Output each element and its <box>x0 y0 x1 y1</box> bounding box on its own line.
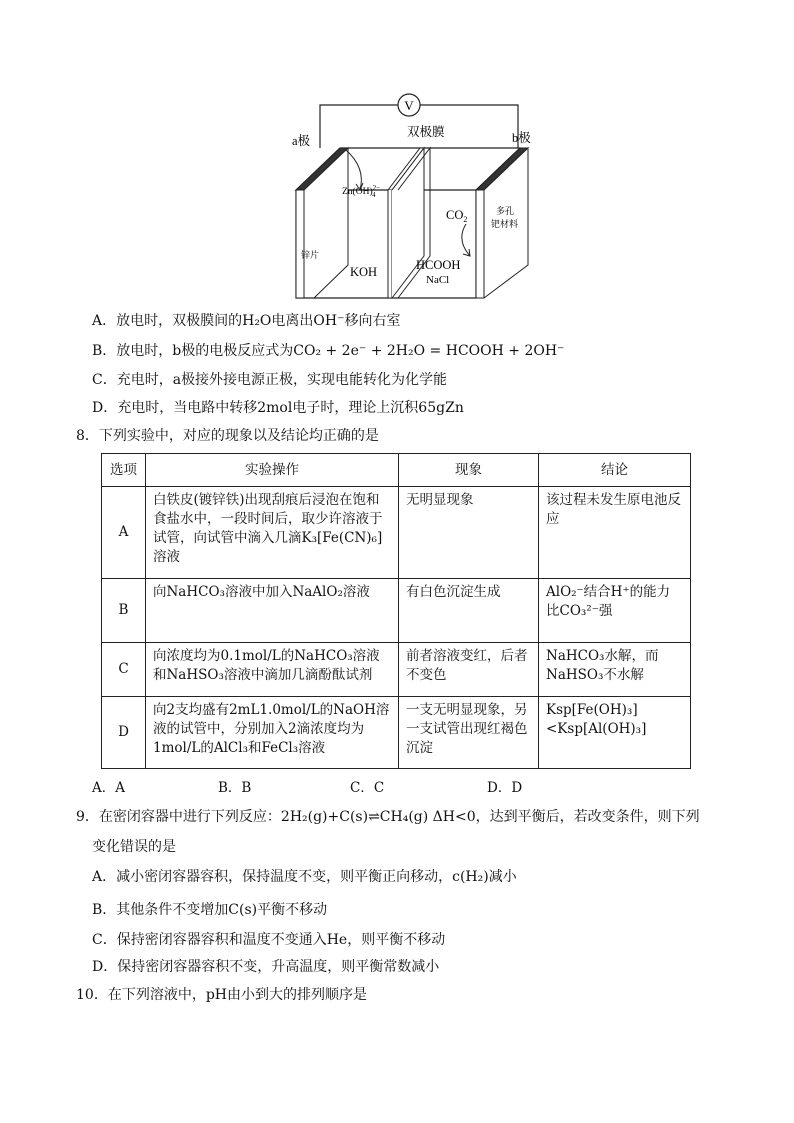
row-operation: 白铁皮(镀锌铁)出现刮痕后浸泡在饱和食盐水中，一段时间后，取少许溶液于试管，向试管中滴入几滴K₃[Fe(CN)₆]溶液 <box>146 487 399 579</box>
zn-species-label: Zn(OH)$^{2-}$ 4 <box>342 184 381 199</box>
q8-answer-a: A．A <box>92 780 125 796</box>
q8-answer-d: D．D <box>487 780 523 796</box>
col-header-option: 选项 <box>102 454 146 487</box>
q9-option-c: C．保持密闭容器容积和温度不变通入He，则平衡不移动 <box>92 932 446 948</box>
voltmeter-label: V <box>404 98 414 113</box>
q7-option-b: B．放电时，b极的电极反应式为CO₂ + 2e⁻ + 2H₂O = HCOOH + 2OH⁻ <box>92 343 565 359</box>
q8-answer-c: C．C <box>350 780 385 796</box>
row-option: A <box>102 487 146 579</box>
row-phenomenon: 前者溶液变红，后者不变色 <box>399 643 539 697</box>
col-header-operation: 实验操作 <box>146 454 399 487</box>
row-phenomenon: 无明显现象 <box>399 487 539 579</box>
row-conclusion: AlO₂⁻结合H⁺的能力比CO₃²⁻强 <box>539 579 691 643</box>
q7-option-d: D．充电时，当电路中转移2mol电子时，理论上沉积65gZn <box>92 400 464 416</box>
row-conclusion: NaHCO₃水解，而NaHSO₃不水解 <box>539 643 691 697</box>
row-conclusion: 该过程未发生原电池反应 <box>539 487 691 579</box>
q8-stem: 8．下列实验中，对应的现象以及结论均正确的是 <box>76 428 379 444</box>
zinc-electrode <box>296 148 348 298</box>
q8-answer-b: B．B <box>218 780 252 796</box>
q7-option-c: C．充电时，a极接外接电源正极，实现电能转化为化学能 <box>92 372 448 388</box>
electrode-b-label: b极 <box>512 131 531 145</box>
q9-option-d: D．保持密闭容器容积不变，升高温度，则平衡常数减小 <box>92 959 440 975</box>
co2-arrow-icon <box>462 224 470 256</box>
row-operation: 向2支均盛有2mL1.0mol/L的NaOH溶液的试管中，分别加入2滴浓度均为1mol/L的AlCl₃和FeCl₃溶液 <box>146 697 399 769</box>
q10-stem: 10．在下列溶液中，pH由小到大的排列顺序是 <box>76 987 367 1003</box>
col-header-phenomenon: 现象 <box>399 454 539 487</box>
table-row <box>102 579 691 643</box>
porous-label-1: 多孔 <box>496 206 515 216</box>
q9-stem-line2: 变化错误的是 <box>92 839 176 855</box>
left-solution-label: KOH <box>350 265 378 279</box>
membrane-label: 双极膜 <box>407 125 445 139</box>
co2-label: $CO_2$ <box>446 208 468 224</box>
row-operation: 向NaHCO₃溶液中加入NaAlO₂溶液 <box>146 579 399 643</box>
right-solution-label-1: HCOOH <box>416 258 461 272</box>
right-solution-label-2: NaCl <box>426 274 450 286</box>
row-phenomenon: 一支无明显现象，另一支试管出现红褐色沉淀 <box>399 697 539 769</box>
row-option: D <box>102 697 146 769</box>
electrode-a-label: a极 <box>292 134 311 148</box>
zinc-plate-label: 锌片 <box>301 250 320 260</box>
q9-stem-line1: 9．在密闭容器中进行下列反应：2H₂(g)+C(s)⇌CH₄(g) ΔH<0，达到平衡后，若改变条件，则下列 <box>76 809 700 825</box>
electrochemical-cell-diagram <box>280 90 540 305</box>
table-row <box>102 697 691 769</box>
row-option: C <box>102 643 146 697</box>
table-header-row <box>102 454 691 487</box>
row-conclusion: Ksp[Fe(OH)₃]<Ksp[Al(OH)₃] <box>539 697 691 769</box>
q9-option-b: B．其他条件不变增加C(s)平衡不移动 <box>92 902 328 918</box>
row-phenomenon: 有白色沉淀生成 <box>399 579 539 643</box>
table-row <box>102 487 691 579</box>
row-operation: 向浓度均为0.1mol/L的NaHCO₃溶液和NaHSO₃溶液中滴加几滴酚酞试剂 <box>146 643 399 697</box>
table-row <box>102 643 691 697</box>
q9-option-a: A．减小密闭容器容积，保持温度不变，则平衡正向移动，c(H₂)减小 <box>92 869 517 885</box>
row-option: B <box>102 579 146 643</box>
q7-option-a: A．放电时，双极膜间的H₂O电离出OH⁻移向右室 <box>92 313 401 329</box>
porous-label-2: 钯材料 <box>491 219 519 229</box>
col-header-conclusion: 结论 <box>539 454 691 487</box>
experiment-table <box>101 453 691 769</box>
